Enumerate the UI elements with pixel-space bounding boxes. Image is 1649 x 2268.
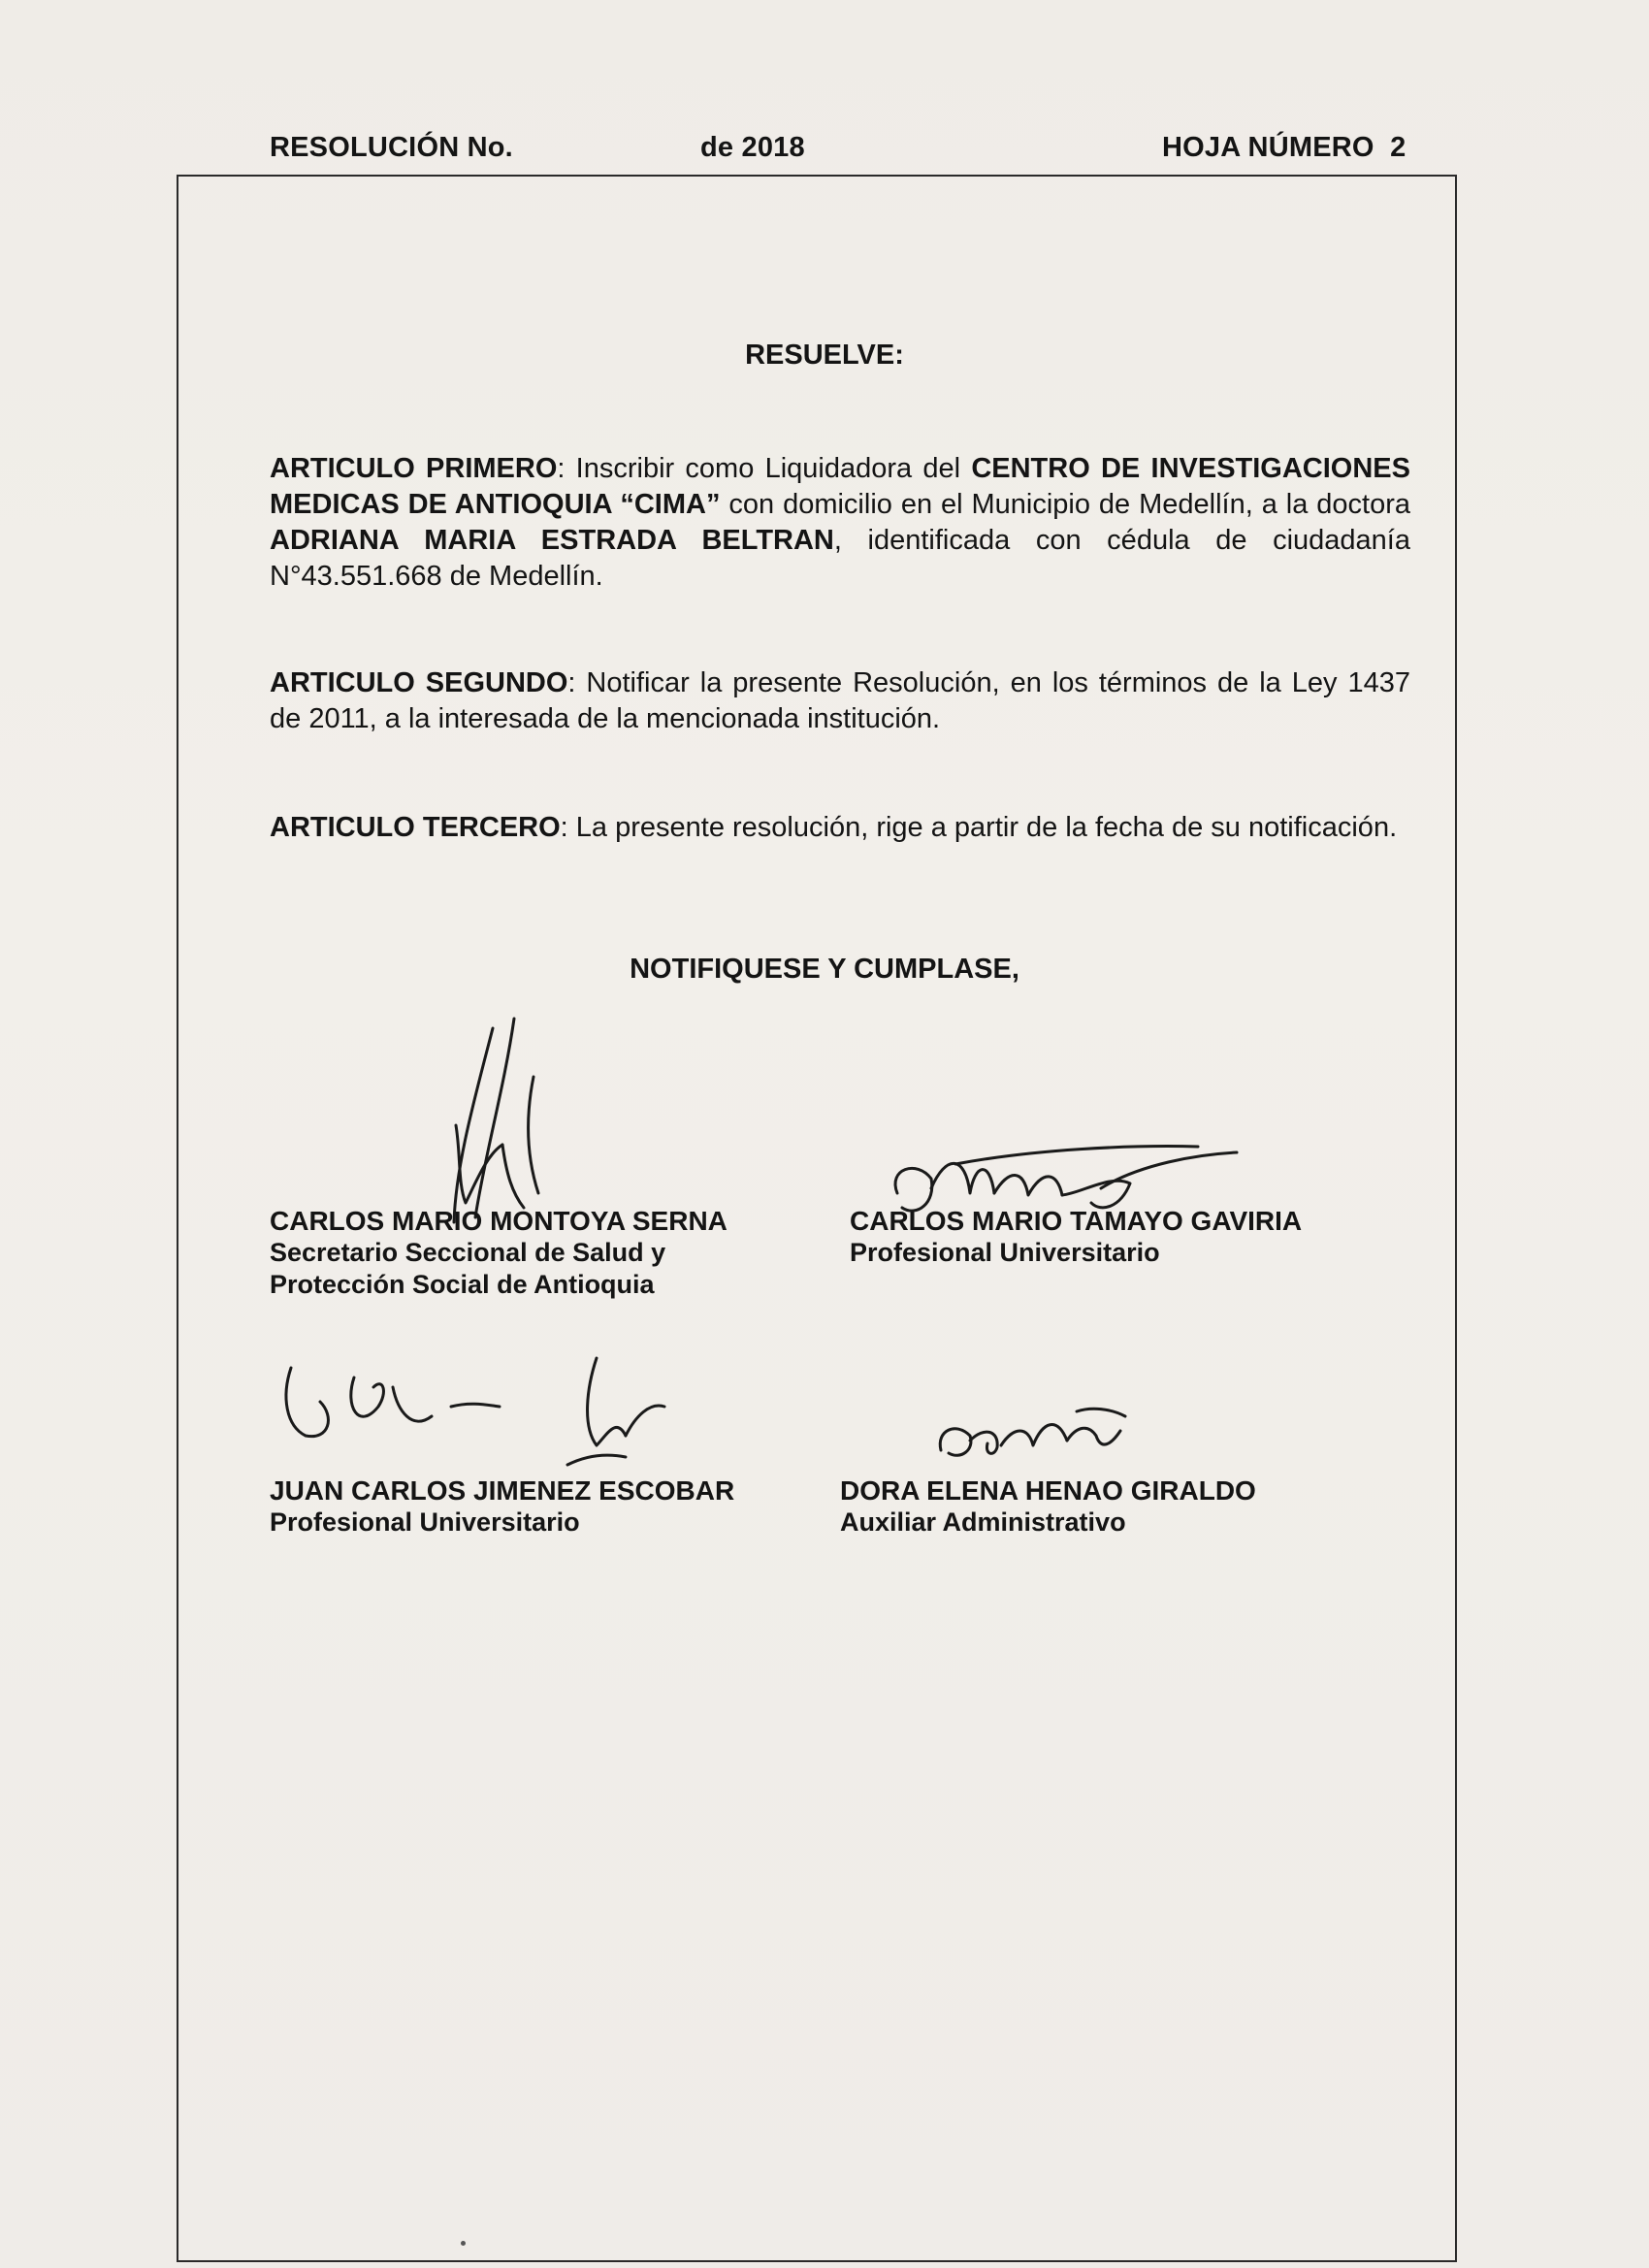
signatory-montoya-name: CARLOS MARIO MONTOYA SERNA (270, 1206, 728, 1236)
signatory-jimenez (270, 1474, 734, 1539)
sheet-label: HOJA NÚMERO (1162, 132, 1374, 163)
sheet-number: 2 (1390, 132, 1406, 163)
signature-henao (931, 1397, 1164, 1474)
article-first (270, 451, 1410, 595)
article-first-label: ARTICULO PRIMERO (270, 453, 558, 484)
article-first-text-2: con domicilio en el Municipio de Medellín, a la doctora (720, 489, 1410, 520)
article-first-text-3: , identificada con cédula de ciudadanía N°43.551.668 de Medellín. (270, 525, 1410, 592)
signatory-tamayo-role: Profesional Universitario (850, 1238, 1160, 1267)
closing-formula: NOTIFIQUESE Y CUMPLASE, (630, 954, 1019, 985)
signatory-jimenez-name: JUAN CARLOS JIMENEZ ESCOBAR (270, 1475, 735, 1506)
signatory-henao-role: Auxiliar Administrativo (840, 1507, 1126, 1537)
article-first-entity: CENTRO DE INVESTIGACIONES MEDICAS DE ANTIOQUIA “CIMA” (270, 453, 1410, 520)
article-second (270, 665, 1410, 737)
article-first-text-1: : Inscribir como Liquidadora del (557, 453, 972, 484)
article-second-label: ARTICULO SEGUNDO (270, 667, 568, 698)
signatory-montoya-role-1: Secretario Seccional de Salud y (270, 1238, 666, 1267)
signatory-tamayo (850, 1205, 1302, 1269)
section-title: RESUELVE: (745, 340, 904, 371)
signatory-jimenez-role: Profesional Universitario (270, 1507, 580, 1537)
signatory-tamayo-name: CARLOS MARIO TAMAYO GAVIRIA (850, 1206, 1303, 1236)
signatory-montoya-role-2: Protección Social de Antioquia (270, 1270, 655, 1299)
article-third-text: : La presente resolución, rige a partir de la fecha de su notificación. (560, 812, 1398, 843)
article-second-text: : Notificar la presente Resolución, en los términos de la Ley 1437 de 2011, a la interesada de la mencionada institución. (270, 667, 1410, 734)
article-first-person: ADRIANA MARIA ESTRADA BELTRAN (270, 525, 834, 556)
article-third (270, 810, 1410, 846)
signature-jimenez (276, 1348, 703, 1484)
signatory-montoya (270, 1205, 728, 1301)
article-third-label: ARTICULO TERCERO (270, 812, 561, 843)
paper-mark (461, 2241, 466, 2246)
resolution-year: de 2018 (700, 132, 805, 163)
sheet-number-label (1162, 132, 1406, 164)
signatory-henao-name: DORA ELENA HENAO GIRALDO (840, 1475, 1256, 1506)
signatory-henao (840, 1474, 1256, 1539)
resolution-number-label: RESOLUCIÓN No. (270, 132, 513, 163)
